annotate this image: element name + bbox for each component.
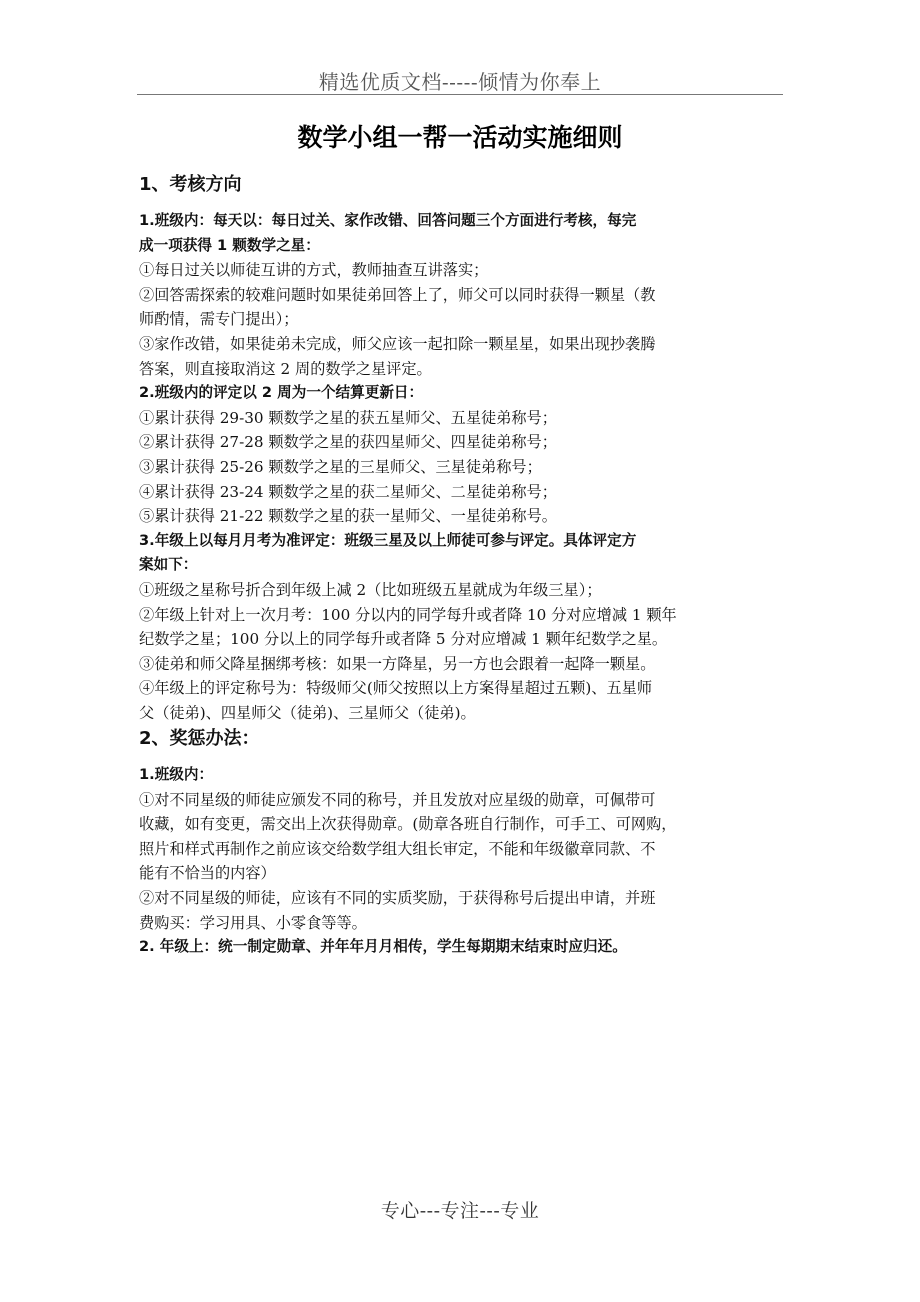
paragraph-line: ③徒弟和师父降星捆绑考核：如果一方降星，另一方也会跟着一起降一颗星。 (139, 654, 656, 673)
paragraph-line: 父（徒弟)、四星师父（徒弟)、三星师父（徒弟)。 (139, 703, 476, 722)
paragraph-line: ④累计获得 23-24 颗数学之星的获二星师父、二星徒弟称号； (139, 482, 557, 501)
paragraph-line: ①班级之星称号折合到年级上减 2（比如班级五星就成为年级三星）； (139, 580, 602, 599)
paragraph-line: 2. 年级上：统一制定勋章、并年年月月相传，学生每期期末结束时应归还。 (139, 938, 627, 956)
paragraph-line: 1.班级内：每天以：每日过关、家作改错、回答问题三个方面进行考核，每完 (139, 212, 637, 229)
paragraph-line: ①累计获得 29-30 颗数学之星的获五星师父、五星徒弟称号； (139, 408, 557, 427)
paragraph-line: ②累计获得 27-28 颗数学之星的获四星师父、四星徒弟称号； (139, 433, 557, 452)
paragraph-line: ③累计获得 25-26 颗数学之星的三星师父、三星徒弟称号； (139, 457, 542, 476)
paragraph-line: ②对不同星级的师徒，应该有不同的实质奖励，于获得称号后提出申请，并班 (139, 888, 656, 907)
paragraph-line: ⑤累计获得 21-22 颗数学之星的获一星师父、一星徒弟称号。 (139, 507, 557, 526)
section-2-heading: 2、奖惩办法： (139, 728, 260, 749)
paragraph-line: 照片和样式再制作之前应该交给数学组大组长审定，不能和年级徽章同款、不 (139, 839, 656, 858)
paragraph-line: ②年级上针对上一次月考：100 分以内的同学每升或者降 10 分对应增减 1 颗年 (139, 605, 677, 624)
paragraph-line: ②回答需探索的较难问题时如果徒弟回答上了，师父可以同时获得一颗星（教 (139, 285, 656, 304)
section-1 (139, 172, 799, 198)
paragraph-line: ①每日过关以师徒互讲的方式，教师抽查互讲落实； (139, 261, 489, 280)
section-2 (139, 726, 799, 752)
paragraph-line: 收藏，如有变更，需交出上次获得勋章。(勋章各班自行制作，可手工、可网购， (139, 815, 677, 834)
paragraph-line: 师酌情，需专门提出）； (139, 310, 299, 329)
section-1-body (139, 209, 799, 725)
document-title: 数学小组一帮一活动实施细则 (297, 123, 623, 152)
paragraph-line: 成一项获得 1 颗数学之星： (139, 236, 320, 254)
paragraph-line: 3.年级上以每月月考为准评定：班级三星及以上师徒可参与评定。具体评定方 (139, 531, 637, 549)
page-footer: 专心---专注---专业 (380, 1200, 540, 1222)
paragraph-line: ①对不同星级的师徒应颁发不同的称号，并且发放对应星级的勋章，可佩带可 (139, 790, 656, 809)
paragraph-line: ④年级上的评定称号为：特级师父(师父按照以上方案得星超过五颗)、五星师 (139, 679, 653, 698)
paragraph-line: 费购买：学习用具、小零食等等。 (139, 913, 367, 932)
section-1-heading: 1、考核方向 (139, 174, 242, 195)
paragraph-line: 案如下： (139, 556, 198, 574)
paragraph-line: 纪数学之星；100 分以上的同学每升或者降 5 分对应增减 1 颗年纪数学之星。 (139, 630, 668, 649)
page-header: 精选优质文档-----倾情为你奉上 (318, 70, 602, 94)
paragraph-line: 答案，则直接取消这 2 周的数学之星评定。 (139, 359, 432, 378)
paragraph-line: ③家作改错，如果徒弟未完成，师父应该一起扣除一颗星星，如果出现抄袭腾 (139, 334, 656, 353)
paragraph-line: 2.班级内的评定以 2 周为一个结算更新日： (139, 384, 424, 402)
paragraph-line: 能有不恰当的内容） (139, 864, 276, 883)
section-2-body (139, 763, 799, 960)
paragraph-line: 1.班级内： (139, 766, 214, 783)
header-divider (137, 94, 783, 95)
